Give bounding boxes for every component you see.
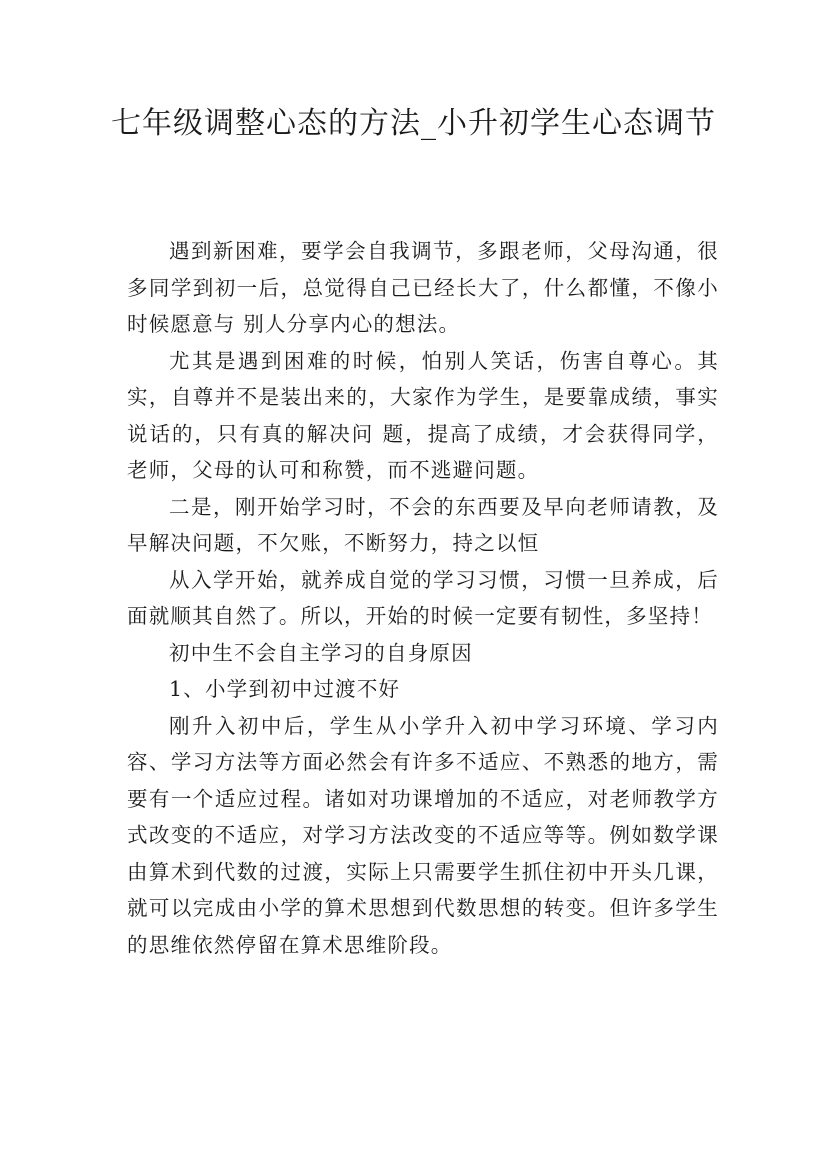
section-heading: 初中生不会自主学习的自身原因 — [169, 640, 473, 665]
document-title: 七年级调整心态的方法_小升初学生心态调节 — [111, 106, 716, 141]
paragraph-5: 刚升入初中后，学生从小学升入初中学习环境、学习内容、学习方法等方面必然会有许多不适应、不熟悉的地方，需要有一个适应过程。诸如对功课增加的不适应，对老师教学方式改变的不适应，对学习方法改变的不适应等等。例如数学课由算术到代数的过渡，实际上只需要学生抓住初中开头几课，就可以完成由小学的算术思想到代数思想的转变。但许多学生的思维依然停留在算术思维阶段。 — [127, 713, 719, 957]
paragraph-1: 遇到新困难，要学会自我调节，多跟老师，父母沟通，很多同学到初一后，总觉得自己已经长大了，什么都懂，不像小时候愿意与 别人分享内心的想法。 — [127, 239, 719, 336]
subsection-heading: 1、小学到初中过渡不好 — [169, 677, 401, 701]
paragraph-2: 尤其是遇到困难的时候，怕别人笑话，伤害自尊心。其实，自尊并不是装出来的，大家作为学生，是要靠成绩，事实说话的，只有真的解决问 题，提高了成绩，才会获得同学，老师，父母的认可和称赞，而不逃避问题。 — [127, 348, 719, 482]
paragraph-3: 二是，刚开始学习时，不会的东西要及早向老师请教，及早解决问题，不欠账，不断努力，持之以恒 — [127, 494, 719, 555]
paragraph-4: 从入学开始，就养成自觉的学习习惯，习惯一旦养成，后面就顺其自然了。所以，开始的时候一定要有韧性，多坚持！ — [127, 567, 719, 628]
document-body — [127, 233, 719, 963]
